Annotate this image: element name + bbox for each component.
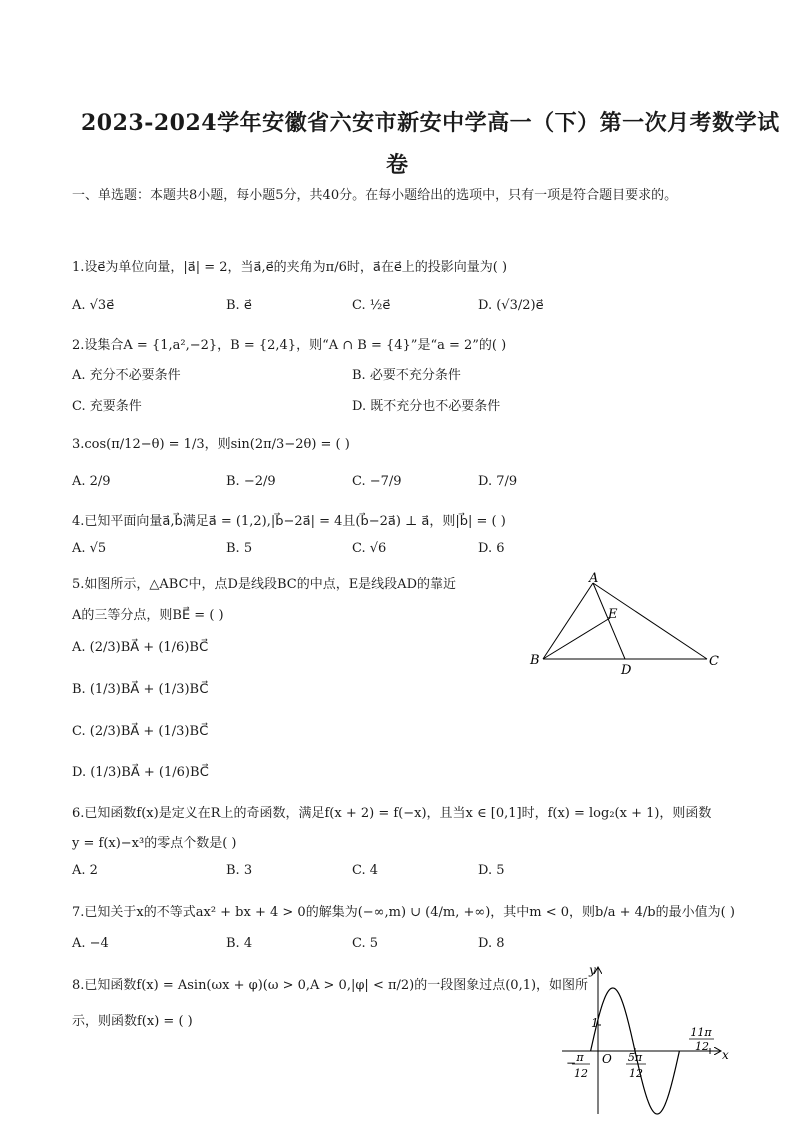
label-d: D <box>621 663 632 678</box>
question-6-option-a: A. 2 <box>72 863 98 878</box>
question-6-option-d: D. 5 <box>478 863 505 878</box>
question-5-option-b: B. (1/3)BA⃗ + (1/3)BC⃗ <box>72 682 209 697</box>
x-axis-label: x <box>722 1048 729 1062</box>
question-8-stem-line1: 8.已知函数f(x) = Asin(ωx + φ)(ω > 0,A > 0,|φ| < π/2)的一段图象过点(0,1)，如图所 <box>72 978 589 993</box>
label-c: C <box>709 654 719 669</box>
question-6-stem-line2: y = f(x)−x³的零点个数是( ) <box>72 836 237 851</box>
label-a: A <box>589 571 599 586</box>
question-7-option-a: A. −4 <box>72 936 109 951</box>
tick-mid-numerator: 5π <box>627 1051 643 1064</box>
triangle-side-ab <box>543 583 593 659</box>
question-1-stem: 1.设e⃗为单位向量，|a⃗| = 2，当a⃗,e⃗的夹角为π/6时，a⃗在e⃗上的投影向量为( ) <box>72 260 508 275</box>
question-5-option-a: A. (2/3)BA⃗ + (1/6)BC⃗ <box>72 640 209 655</box>
question-4-option-a: A. √5 <box>72 541 107 556</box>
question-5-stem-line1: 5.如图所示，△ABC中，点D是线段BC的中点，E是线段AD的靠近 <box>72 577 456 592</box>
page-title-line1: 2023-2024学年安徽省六安市新安中学高一（下）第一次月考数学试 <box>81 110 780 136</box>
question-5-option-d: D. (1/3)BA⃗ + (1/6)BC⃗ <box>72 765 209 780</box>
question-6-stem-line1: 6.已知函数f(x)是定义在R上的奇函数，满足f(x + 2) = f(−x)，且当x ∈ [0,1]时，f(x) = log₂(x + 1)，则函数 <box>72 806 712 821</box>
sine-graph-figure <box>562 962 732 1118</box>
question-4-stem: 4.已知平面向量a⃗,b⃗满足a⃗ = (1,2),|b⃗−2a⃗| = 4且(b⃗−2a⃗) ⊥ a⃗，则|b⃗| = ( ) <box>72 514 506 529</box>
tick-right-denominator: 12 <box>695 1040 709 1053</box>
question-2-option-b: B. 必要不充分条件 <box>352 368 461 383</box>
question-2-option-d: D. 既不充分也不必要条件 <box>352 399 501 414</box>
question-3-option-c: C. −7/9 <box>352 474 402 489</box>
question-2-option-c: C. 充要条件 <box>72 399 142 414</box>
question-2-stem: 2.设集合A = {1,a²,−2}，B = {2,4}，则“A ∩ B = {4}”是“a = 2”的( ) <box>72 338 507 353</box>
triangle-figure <box>520 570 730 682</box>
question-8-stem-line2: 示，则函数f(x) = ( ) <box>72 1014 193 1029</box>
question-7-option-d: D. 8 <box>478 936 505 951</box>
question-5-option-c: C. (2/3)BA⃗ + (1/3)BC⃗ <box>72 724 209 739</box>
question-3-stem: 3.cos(π/12−θ) = 1/3，则sin(2π/3−2θ) = ( ) <box>72 437 350 452</box>
tick-right-numerator: 11π <box>690 1026 712 1039</box>
tick-neg-denominator: 12 <box>574 1067 588 1080</box>
question-4-option-d: D. 6 <box>478 541 505 556</box>
question-7-stem: 7.已知关于x的不等式ax² + bx + 4 > 0的解集为(−∞,m) ∪ (4/m, +∞)，其中m < 0，则b/a + 4/b的最小值为( ) <box>72 905 735 920</box>
question-2-option-a: A. 充分不必要条件 <box>72 368 181 383</box>
y-axis-label: y <box>589 963 596 977</box>
question-6-option-b: B. 3 <box>226 863 253 878</box>
section-intro: 一、单选题：本题共8小题，每小题5分，共40分。在每小题给出的选项中，只有一项是符合题目要求的。 <box>72 188 678 203</box>
tick-neg-sign: − <box>566 1056 577 1070</box>
question-3-option-a: A. 2/9 <box>72 474 111 489</box>
question-6-option-c: C. 4 <box>352 863 379 878</box>
question-5-stem-line2: A的三等分点，则BE⃗ = ( ) <box>72 608 224 623</box>
question-1-option-a: A. √3e⃗ <box>72 298 115 313</box>
tick-mid-denominator: 12 <box>629 1067 643 1080</box>
tick-neg-numerator: π <box>576 1051 584 1064</box>
question-4-option-c: C. √6 <box>352 541 387 556</box>
label-e: E <box>608 607 618 622</box>
question-1-option-b: B. e⃗ <box>226 298 252 313</box>
question-1-option-c: C. ½e⃗ <box>352 298 391 313</box>
question-1-option-d: D. (√3/2)e⃗ <box>478 298 544 313</box>
question-3-option-d: D. 7/9 <box>478 474 518 489</box>
segment-be <box>543 618 610 659</box>
question-7-option-b: B. 4 <box>226 936 253 951</box>
one-label: 1 <box>591 1016 599 1030</box>
question-3-option-b: B. −2/9 <box>226 474 276 489</box>
origin-label: O <box>602 1052 612 1066</box>
question-7-option-c: C. 5 <box>352 936 379 951</box>
label-b: B <box>530 653 540 668</box>
page-title-line2: 卷 <box>386 152 409 178</box>
question-4-option-b: B. 5 <box>226 541 253 556</box>
